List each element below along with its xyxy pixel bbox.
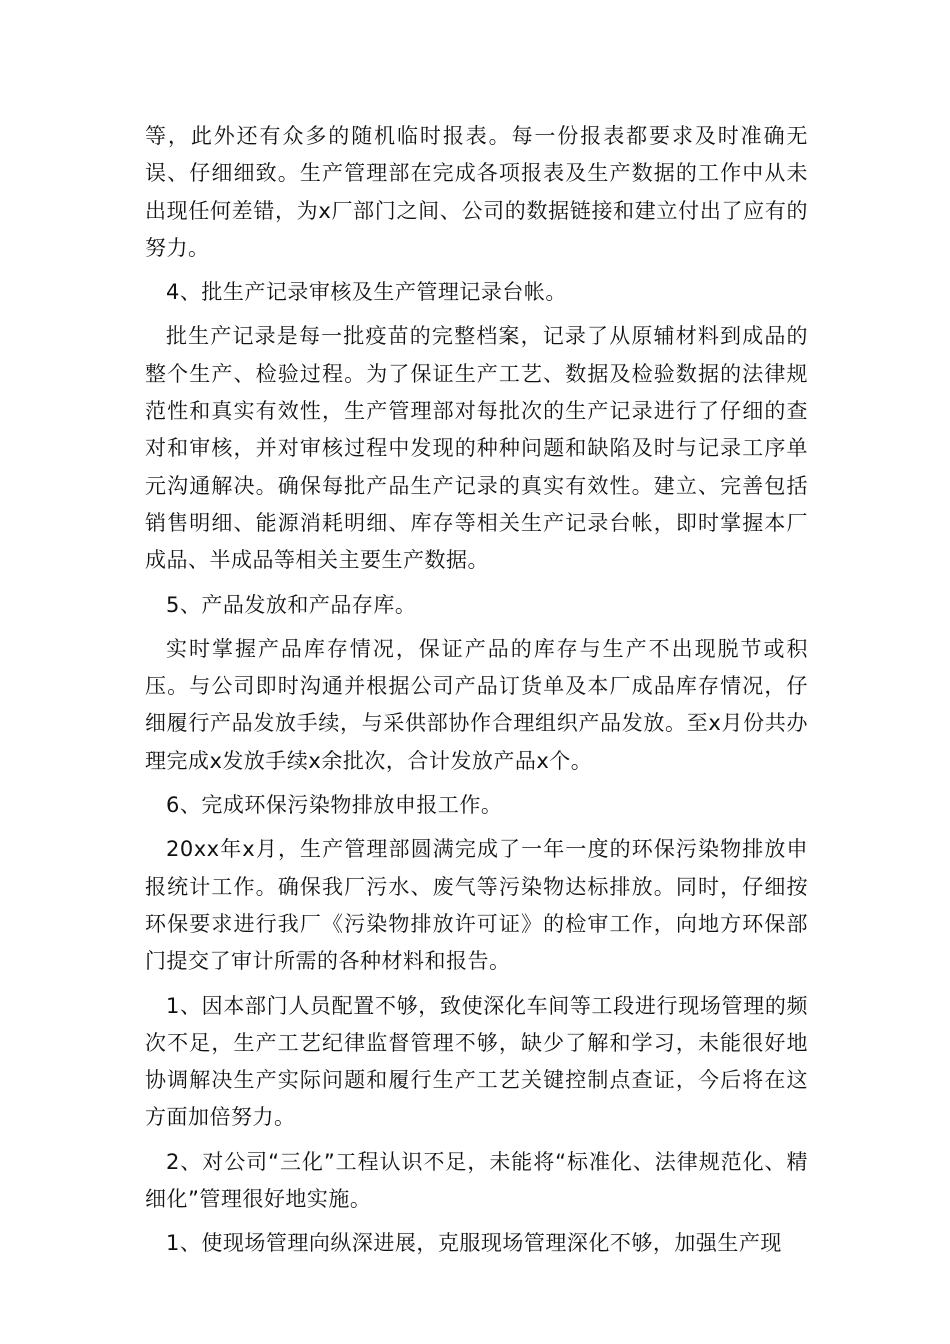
paragraph-product-release: 实时掌握产品库存情况，保证产品的库存与生产不出现脱节或积压。与公司即时沟通并根据公司产品订货单及本厂成品库存情况，仔细履行产品发放手续，与采供部协作合理组织产品发放。至x月份共办理完成x发放手续x余批次，合计发放产品x个。 (145, 636, 808, 773)
heading-batch-record-review: 4、批生产记录审核及生产管理记录台帐。 (166, 280, 567, 305)
heading-pollutant-declaration: 6、完成环保污染物排放申报工作。 (166, 793, 503, 818)
paragraph-shortcoming-staffing: 1、因本部门人员配置不够，致使深化车间等工段进行现场管理的频次不足，生产工艺纪律监督管理不够，缺少了解和学习，未能很好地协调解决生产实际问题和履行生产工艺关键控制点查证，今后将在这方面加倍努力。 (145, 993, 808, 1130)
paragraph-shortcoming-three-modernizations: 2、对公司“三化”工程认识不足，未能将“标准化、法律规范化、精细化”管理很好地实施。 (145, 1149, 808, 1212)
heading-product-release: 5、产品发放和产品存库。 (166, 592, 417, 617)
document-body (145, 118, 808, 1263)
paragraph-pollutant-declaration: 20xx年x月，生产管理部圆满完成了一年一度的环保污染物排放申报统计工作。确保我厂污水、废气等污染物达标排放。同时，仔细按环保要求进行我厂《污染物排放许可证》的检审工作，向地方环保部门提交了审计所需的各种材料和报告。 (145, 837, 808, 974)
paragraph-report-accuracy: 等，此外还有众多的随机临时报表。每一份报表都要求及时准确无误、仔细细致。生产管理部在完成各项报表及生产数据的工作中从未出现任何差错，为x厂部门之间、公司的数据链接和建立付出了应有的努力。 (145, 124, 808, 260)
paragraph-batch-record-review: 批生产记录是每一批疫苗的完整档案，记录了从原辅材料到成品的整个生产、检验过程。为了保证生产工艺、数据及检验数据的法律规范性和真实有效性，生产管理部对每批次的生产记录进行了仔细的查对和审核，并对审核过程中发现的种种问题和缺陷及时与记录工序单元沟通解决。确保每批产品生产记录的真实有效性。建立、完善包括销售明细、能源消耗明细、库存等相关生产记录台帐，即时掌握本厂成品、半成品等相关主要生产数据。 (145, 324, 808, 573)
paragraph-plan-site-management: 1、使现场管理向纵深进展，克服现场管理深化不够，加强生产现 (166, 1231, 782, 1256)
